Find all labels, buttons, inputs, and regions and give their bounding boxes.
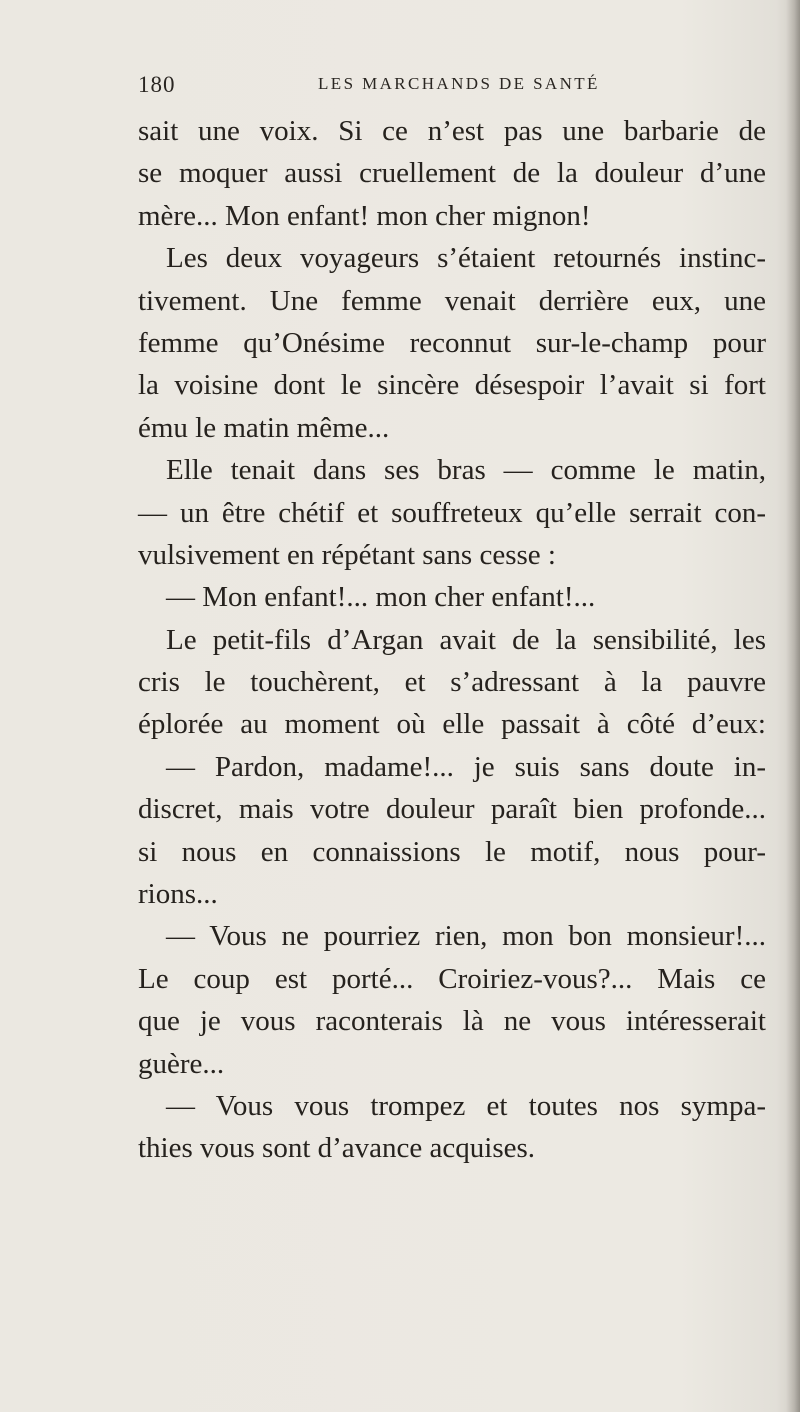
text-line: guère... (138, 1047, 225, 1080)
text-line: — Mon enfant!... mon cher enfant!... (166, 581, 596, 614)
text-line: la voisine dont le sincère désespoir l’avait si fort (138, 369, 766, 402)
text-line: femme qu’Onésime reconnut sur-le-champ pour (138, 326, 766, 359)
running-header (138, 72, 768, 106)
running-title: LES MARCHANDS DE SANTÉ (318, 74, 600, 93)
text-line: — un être chétif et souffreteux qu’elle serrait con- (138, 496, 766, 529)
body-text (138, 110, 766, 1170)
text-line: Elle tenait dans ses bras — comme le matin, (166, 454, 766, 487)
text-line: se moquer aussi cruellement de la douleur d’une (138, 157, 766, 190)
text-line: sait une voix. Si ce n’est pas une barbarie de (138, 115, 766, 147)
text-line: mère... Mon enfant! mon cher mignon! (138, 199, 591, 232)
text-line: Les deux voyageurs s’étaient retournés instinc- (166, 242, 766, 275)
text-line: — Pardon, madame!... je suis sans doute in- (166, 750, 766, 783)
text-line: Le petit-fils d’Argan avait de la sensibilité, les (166, 623, 766, 656)
text-line: thies vous sont d’avance acquises. (138, 1132, 536, 1165)
text-line: éplorée au moment où elle passait à côté d’eux: (138, 708, 766, 741)
text-line: ému le matin même... (138, 411, 390, 444)
text-line: Le coup est porté... Croiriez-vous?... Mais ce (138, 962, 766, 995)
page-number: 180 (138, 72, 176, 97)
text-line: si nous en connaissions le motif, nous pour- (138, 835, 766, 868)
text-line: vulsivement en répétant sans cesse : (138, 538, 556, 571)
text-line: que je vous raconterais là ne vous intéresserait (138, 1005, 766, 1038)
text-line: cris le touchèrent, et s’adressant à la pauvre (138, 666, 766, 699)
text-line: — Vous vous trompez et toutes nos sympa- (166, 1089, 766, 1122)
text-line: rions... (138, 878, 218, 911)
text-line: tivement. Une femme venait derrière eux, une (138, 284, 766, 317)
text-line: discret, mais votre douleur paraît bien profonde... (138, 793, 766, 826)
text-line: — Vous ne pourriez rien, mon bon monsieur!... (166, 920, 766, 953)
page-edge-shadow (786, 0, 800, 1412)
